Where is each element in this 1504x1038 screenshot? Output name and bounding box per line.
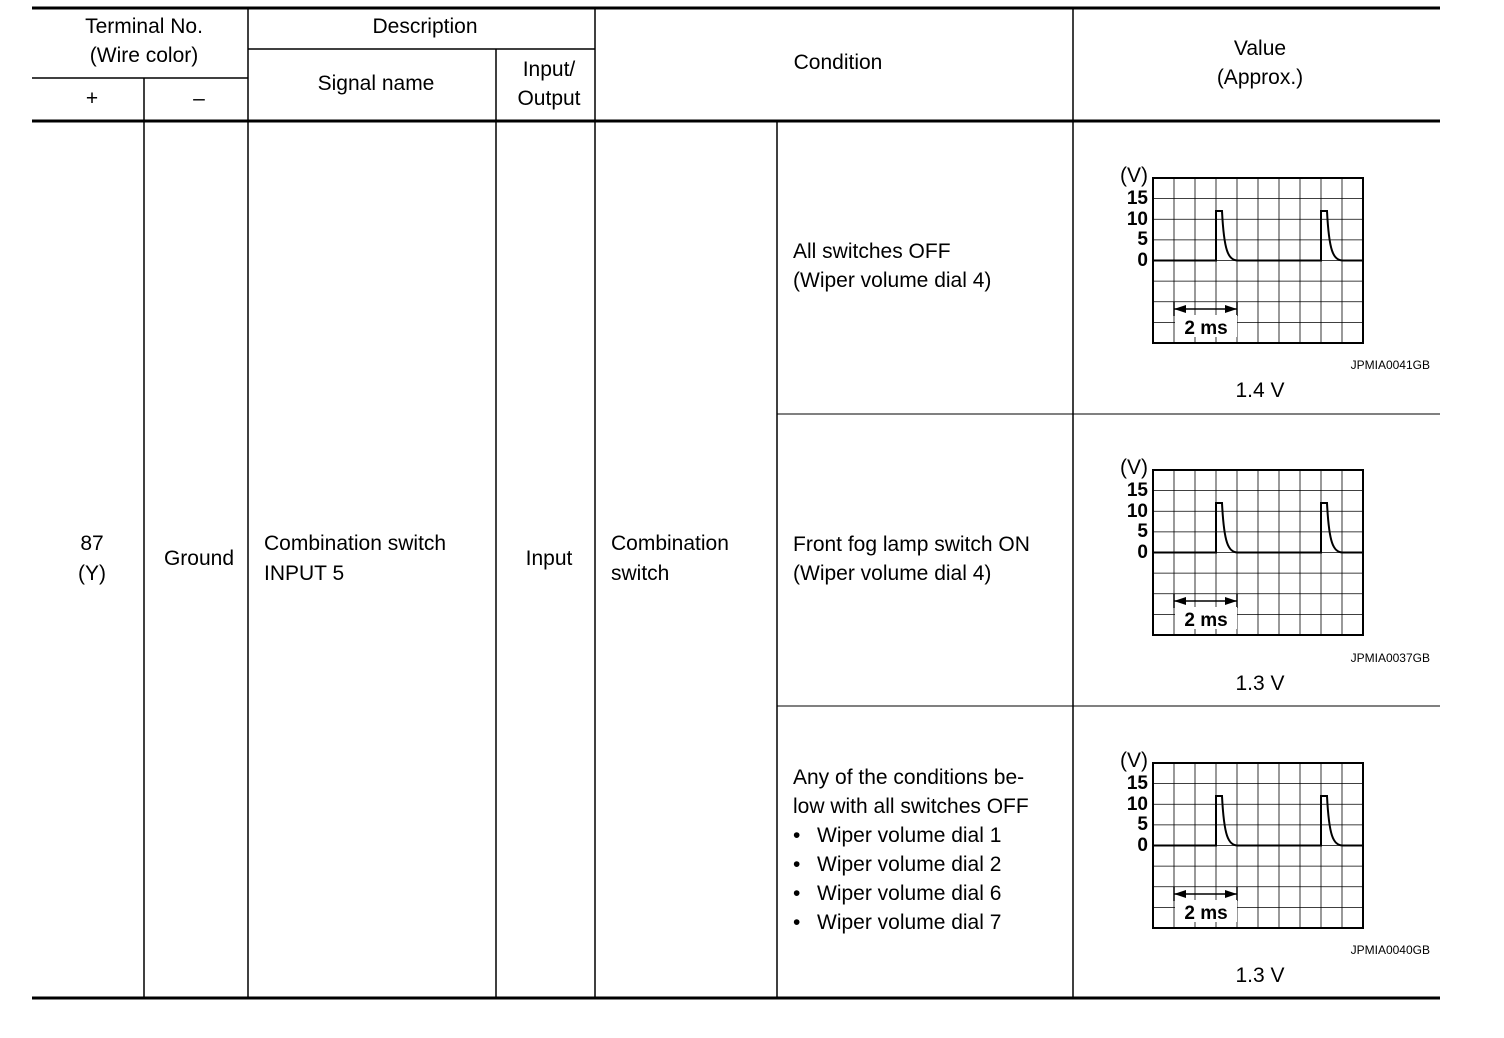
table-body — [78, 532, 729, 585]
waveform-tick-10: 10 — [1126, 501, 1148, 522]
header-minus: – — [193, 87, 205, 110]
header-value-line1: Value — [1233, 37, 1287, 60]
signal-name-line1: Combination switch — [264, 532, 447, 555]
waveform-volt-unit: (V) — [1120, 456, 1148, 479]
time-scale-label: 2 ms — [1184, 903, 1228, 924]
bullet-glyph: • — [793, 911, 801, 934]
figure-code: JPMIA0037GB — [1350, 651, 1430, 665]
waveform-tick-5: 5 — [1137, 521, 1148, 542]
condition-line: Any of the conditions be- — [793, 766, 1025, 789]
condition-line: Front fog lamp switch ON — [793, 533, 1030, 556]
minus-terminal: Ground — [163, 547, 235, 570]
bullet-glyph: • — [793, 853, 801, 876]
io-value: Input — [525, 547, 573, 570]
value-reading: 1.3 V — [1235, 672, 1285, 695]
waveform-volt-unit: (V) — [1120, 749, 1148, 772]
figure-code: JPMIA0040GB — [1350, 943, 1430, 957]
condition-group-line1: Combination — [611, 532, 729, 555]
header-condition: Condition — [793, 51, 883, 74]
bullet-glyph: • — [793, 882, 801, 905]
condition-bullet: Wiper volume dial 7 — [817, 911, 1002, 934]
condition-bullet: Wiper volume dial 2 — [817, 853, 1002, 876]
condition-line: All switches OFF — [793, 240, 951, 263]
waveform-tick-0: 0 — [1137, 250, 1148, 271]
condition-bullet: Wiper volume dial 1 — [817, 824, 1002, 847]
header-io-line2: Output — [517, 87, 581, 110]
value-reading: 1.4 V — [1235, 379, 1285, 402]
header-wire-color: (Wire color) — [89, 44, 199, 67]
condition-line: low with all switches OFF — [793, 795, 1029, 818]
condition-group-line2: switch — [611, 562, 670, 585]
waveform-tick-15: 15 — [1126, 188, 1148, 209]
waveform-volt-unit: (V) — [1120, 164, 1148, 187]
time-scale-label: 2 ms — [1184, 610, 1228, 631]
condition-subrows — [793, 164, 1430, 987]
header-description: Description — [372, 15, 478, 38]
condition-line: (Wiper volume dial 4) — [793, 562, 992, 585]
waveform-tick-15: 15 — [1126, 773, 1148, 794]
waveform-tick-0: 0 — [1137, 542, 1148, 563]
condition-subrow — [793, 456, 1430, 695]
waveform-tick-15: 15 — [1126, 480, 1148, 501]
value-reading: 1.3 V — [1235, 964, 1285, 987]
waveform-tick-5: 5 — [1137, 814, 1148, 835]
table-header — [85, 15, 1303, 110]
condition-subrow — [793, 164, 1430, 402]
figure-code: JPMIA0041GB — [1350, 358, 1430, 372]
waveform-tick-5: 5 — [1137, 229, 1148, 250]
condition-subrow — [793, 749, 1430, 987]
waveform-tick-10: 10 — [1126, 794, 1148, 815]
time-scale-marker — [1174, 887, 1237, 901]
waveform-tick-10: 10 — [1126, 209, 1148, 230]
time-scale-marker — [1174, 594, 1237, 608]
terminal-number: 87 — [80, 532, 104, 555]
waveform-graph — [1120, 456, 1363, 635]
waveform-graph — [1120, 164, 1363, 343]
terminal-wire-color: (Y) — [78, 562, 106, 585]
time-scale-marker — [1174, 302, 1237, 316]
bullet-glyph: • — [793, 824, 801, 847]
signal-name-line2: INPUT 5 — [264, 562, 345, 585]
header-plus: + — [85, 87, 99, 110]
waveform-tick-0: 0 — [1137, 835, 1148, 856]
header-value-line2: (Approx.) — [1216, 66, 1304, 89]
condition-line: (Wiper volume dial 4) — [793, 269, 992, 292]
time-scale-label: 2 ms — [1184, 318, 1228, 339]
header-signal-name: Signal name — [317, 72, 435, 95]
condition-bullet: Wiper volume dial 6 — [817, 882, 1002, 905]
header-io-line1: Input/ — [522, 58, 576, 81]
waveform-graph — [1120, 749, 1363, 928]
header-terminal-no: Terminal No. — [85, 15, 203, 38]
table-rules — [32, 8, 1440, 998]
